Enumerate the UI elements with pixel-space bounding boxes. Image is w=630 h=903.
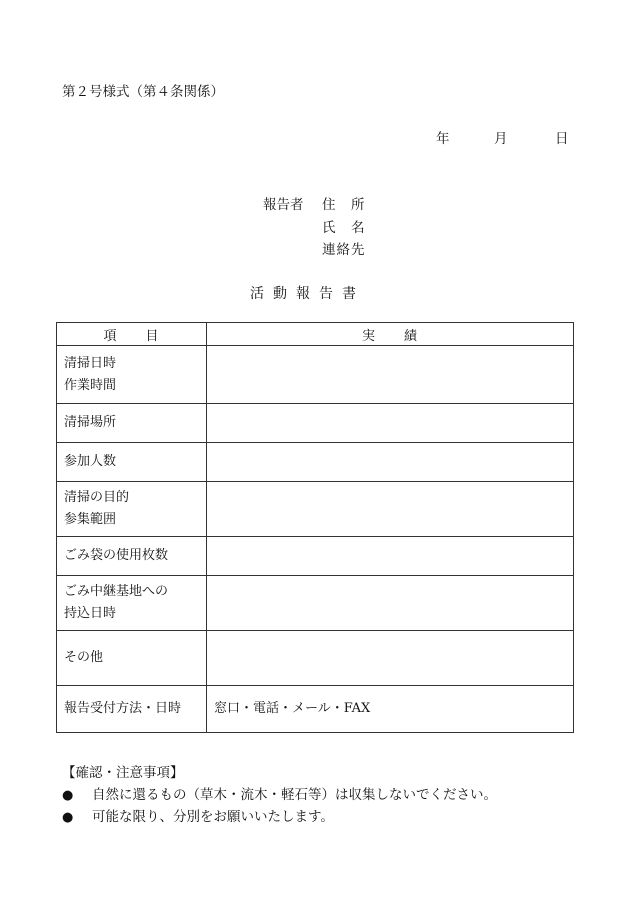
table-row [57, 404, 574, 443]
date-year-label: 年 [436, 131, 450, 147]
reporter-label: 報告者 [263, 197, 304, 213]
row-value[interactable] [207, 443, 574, 482]
row-value[interactable] [207, 576, 574, 631]
date-day-label: 日 [555, 131, 569, 147]
bullet-icon: ● [62, 810, 74, 825]
row-label: 清掃の目的 参集範囲 [57, 482, 207, 537]
row-label: 参加人数 [57, 443, 207, 482]
table-row [57, 537, 574, 576]
row-value[interactable] [207, 537, 574, 576]
row-value[interactable] [207, 346, 574, 404]
report-table [56, 322, 574, 733]
table-header-row [57, 323, 574, 346]
table-row [57, 443, 574, 482]
row-value[interactable] [207, 482, 574, 537]
column-header-result: 実 績 [207, 323, 574, 346]
note-item [62, 805, 334, 825]
reporter-name-label: 氏 名 [322, 220, 366, 236]
table-row [57, 686, 574, 733]
table-row [57, 346, 574, 404]
table-row [57, 482, 574, 537]
row-label: ごみ袋の使用枚数 [57, 537, 207, 576]
table-row [57, 576, 574, 631]
row-value[interactable] [207, 631, 574, 686]
bullet-icon: ● [62, 788, 74, 803]
table-row [57, 631, 574, 686]
row-label: ごみ中継基地への 持込日時 [57, 576, 207, 631]
row-label: 清掃場所 [57, 404, 207, 443]
row-label: 清掃日時 作業時間 [57, 346, 207, 404]
row-label: その他 [57, 631, 207, 686]
reporter-address-label: 住 所 [322, 197, 366, 213]
note-item [62, 783, 497, 803]
note-text: 自然に還るもの（草木・流木・軽石等）は収集しないでください。 [92, 787, 497, 803]
row-value[interactable] [207, 404, 574, 443]
form-number: 第２号様式（第４条関係） [62, 84, 224, 100]
reporter-contact-label: 連絡先 [322, 242, 366, 258]
row-value[interactable]: 窓口・電話・メール・FAX [207, 686, 574, 733]
notes-heading: 【確認・注意事項】 [62, 765, 184, 781]
document-title: 活動報告書 [250, 286, 365, 302]
column-header-item: 項 目 [57, 323, 207, 346]
row-label: 報告受付方法・日時 [57, 686, 207, 733]
note-text: 可能な限り、分別をお願いいたします。 [92, 809, 334, 825]
date-month-label: 月 [494, 131, 508, 147]
